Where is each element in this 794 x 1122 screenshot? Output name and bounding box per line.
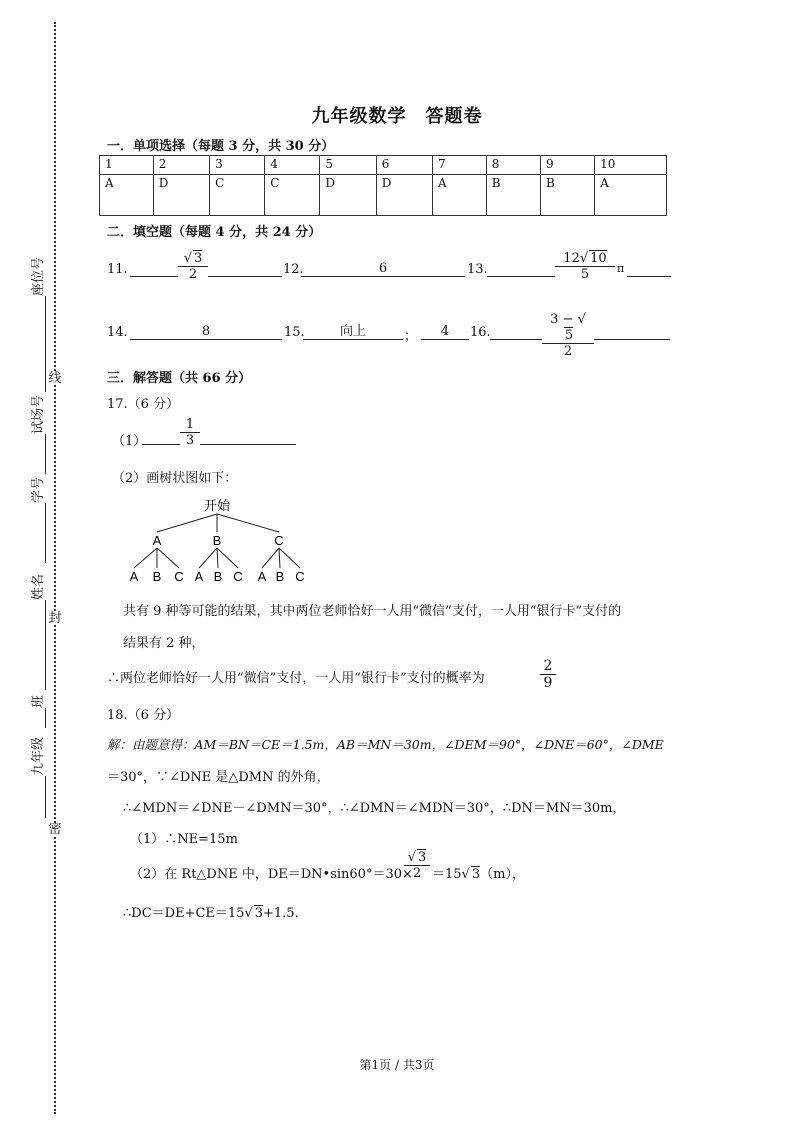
tree-leaf: C bbox=[174, 569, 184, 584]
answer-cell: B bbox=[540, 175, 594, 216]
answer-cell: C bbox=[265, 175, 320, 216]
q17-text2: 结果有 2 种， bbox=[123, 636, 205, 651]
q14-answer: 8 bbox=[130, 325, 282, 340]
answer-cell: A bbox=[595, 175, 667, 216]
q18-part2-result: ＝15√ 3（m）， bbox=[432, 867, 525, 882]
class-blank[interactable] bbox=[33, 708, 46, 728]
q13-answer-fraction: $\frac{12√ 10}{5}$ bbox=[555, 250, 615, 282]
question-number-cell: 4 bbox=[265, 156, 320, 175]
answer-cell: A bbox=[100, 175, 154, 216]
q18-part2: （2）在 Rt△DNE 中，DE＝DN•sin60°＝30× bbox=[130, 867, 413, 882]
q17-blank-left bbox=[142, 430, 180, 445]
q17-text1: 共有 9 种等可能的结果，其中两位老师恰好一人用“微信”支付，一人用“银行卡”支付的 bbox=[123, 604, 622, 619]
section2-heading: 二．填空题（每题 4 分，共 24 分） bbox=[107, 225, 322, 240]
tree-node: B bbox=[212, 533, 222, 548]
q17-part2-label: （2）画树状图如下： bbox=[112, 471, 238, 486]
student-number-field: 学号 bbox=[27, 477, 46, 563]
question-number-cell: 1 bbox=[100, 156, 154, 175]
question-number-cell: 8 bbox=[486, 156, 540, 175]
q13-blank-right bbox=[627, 262, 671, 277]
tree-node: A bbox=[152, 533, 162, 548]
answer-cell: D bbox=[153, 175, 209, 216]
q11-label: 11. bbox=[107, 262, 128, 277]
question-number-cell: 6 bbox=[376, 156, 432, 175]
tree-leaf: B bbox=[152, 569, 162, 584]
answer-cell: A bbox=[433, 175, 487, 216]
page-title: 九年级数学 答题卷 bbox=[311, 106, 483, 127]
q18-line1: 解：由题意得：AM＝BN＝CE＝1.5m，AB＝MN＝30m，∠DEM＝90°，∠DNE＝60°，∠DME bbox=[107, 737, 664, 752]
grade-blank[interactable] bbox=[33, 776, 46, 818]
q13-blank-left bbox=[487, 262, 555, 277]
tree-leaf: A bbox=[129, 569, 139, 584]
q17-blank-right bbox=[200, 430, 296, 445]
tree-leaf: B bbox=[275, 569, 285, 584]
q17-label: 17.（6 分） bbox=[107, 397, 180, 412]
answer-cell: C bbox=[210, 175, 265, 216]
section1-heading: 一．单项选择（每题 3 分，共 30 分） bbox=[107, 139, 335, 154]
q18-label: 18.（6 分） bbox=[107, 708, 180, 723]
page-footer: 第1页 / 共3页 bbox=[359, 1058, 435, 1072]
answer-cell: D bbox=[320, 175, 376, 216]
table-row bbox=[100, 156, 667, 175]
class-field: 班 bbox=[27, 695, 46, 728]
q16-blank-left bbox=[490, 325, 542, 340]
q15-answer1: 向上 bbox=[303, 325, 403, 340]
q16-blank-right bbox=[594, 325, 670, 340]
answer-cell: D bbox=[376, 175, 432, 216]
q16-answer-fraction: $\frac{3 - √5}{2}$ bbox=[542, 312, 594, 359]
tree-leaf: C bbox=[233, 569, 243, 584]
answer-cell: B bbox=[486, 175, 540, 216]
margin-line-word: 线 bbox=[48, 371, 62, 386]
name-blank[interactable] bbox=[33, 600, 46, 690]
q11-blank-right bbox=[208, 262, 282, 277]
tree-leaf: C bbox=[295, 569, 305, 584]
tree-node: C bbox=[274, 533, 284, 548]
margin-seal-word: 封 bbox=[48, 611, 62, 626]
name-field: 姓名 bbox=[27, 574, 46, 690]
grade-field: 九年级 bbox=[27, 737, 46, 818]
q17-conclusion: ∴两位老师恰好一人用“微信”支付，一人用“银行卡”支付的概率为 bbox=[107, 671, 485, 686]
question-number-cell: 3 bbox=[210, 156, 265, 175]
question-number-cell: 9 bbox=[540, 156, 594, 175]
tree-root: 开始 bbox=[203, 498, 231, 513]
tree-leaf: A bbox=[194, 569, 204, 584]
q12-label: 12. bbox=[283, 262, 304, 277]
section3-heading: 三．解答题（共 66 分） bbox=[107, 371, 252, 386]
tree-leaf: B bbox=[213, 569, 223, 584]
seat-number-blank[interactable] bbox=[33, 296, 46, 392]
q18-part1: （1）∴NE=15m bbox=[130, 832, 238, 847]
q16-label: 16. bbox=[470, 325, 491, 340]
q15-separator: ； bbox=[404, 329, 418, 344]
sealing-dotted-line bbox=[54, 22, 56, 1114]
question-number-cell: 5 bbox=[320, 156, 376, 175]
q17-probability-fraction: $\frac{2}{9}$ bbox=[540, 658, 556, 691]
seat-number-field: 座位号 bbox=[27, 257, 46, 392]
q11-answer-fraction: $\frac{√ 3}{2}$ bbox=[178, 250, 208, 282]
choice-answer-table bbox=[99, 155, 667, 216]
q18-part2-fraction: $\frac{√ 3}{2}$ bbox=[404, 849, 430, 881]
question-number-cell: 10 bbox=[595, 156, 667, 175]
q17-answer-fraction: $\frac{1}{3}$ bbox=[180, 417, 200, 448]
exam-room-field: 试场号 bbox=[27, 395, 46, 474]
tree-leaf: A bbox=[257, 569, 267, 584]
q18-line3: ∴∠MDN＝∠DNE－∠DMN＝30°，∴∠DMN＝∠MDN＝30°，∴DN＝MN＝30m， bbox=[123, 801, 626, 816]
q18-final: ∴DC＝DE+CE＝15√ 3+1.5. bbox=[123, 906, 299, 921]
table-row bbox=[100, 175, 667, 216]
question-number-cell: 2 bbox=[153, 156, 209, 175]
q13-pi: π bbox=[617, 262, 625, 275]
q11-blank-left bbox=[130, 262, 178, 277]
question-number-cell: 7 bbox=[433, 156, 487, 175]
margin-secret-word: 密 bbox=[48, 822, 62, 837]
q17-part1-label: （1） bbox=[112, 434, 147, 449]
q15-answer2: 4 bbox=[421, 325, 469, 340]
q14-label: 14. bbox=[107, 325, 128, 340]
q15-label: 15. bbox=[284, 325, 305, 340]
q12-answer: 6 bbox=[301, 262, 465, 277]
q13-label: 13. bbox=[467, 262, 488, 277]
q18-line2: ＝30°，∵∠DNE 是△DMN 的外角， bbox=[107, 770, 330, 785]
exam-room-blank[interactable] bbox=[33, 434, 46, 474]
student-number-blank[interactable] bbox=[33, 503, 46, 563]
tree-diagram bbox=[120, 494, 320, 586]
